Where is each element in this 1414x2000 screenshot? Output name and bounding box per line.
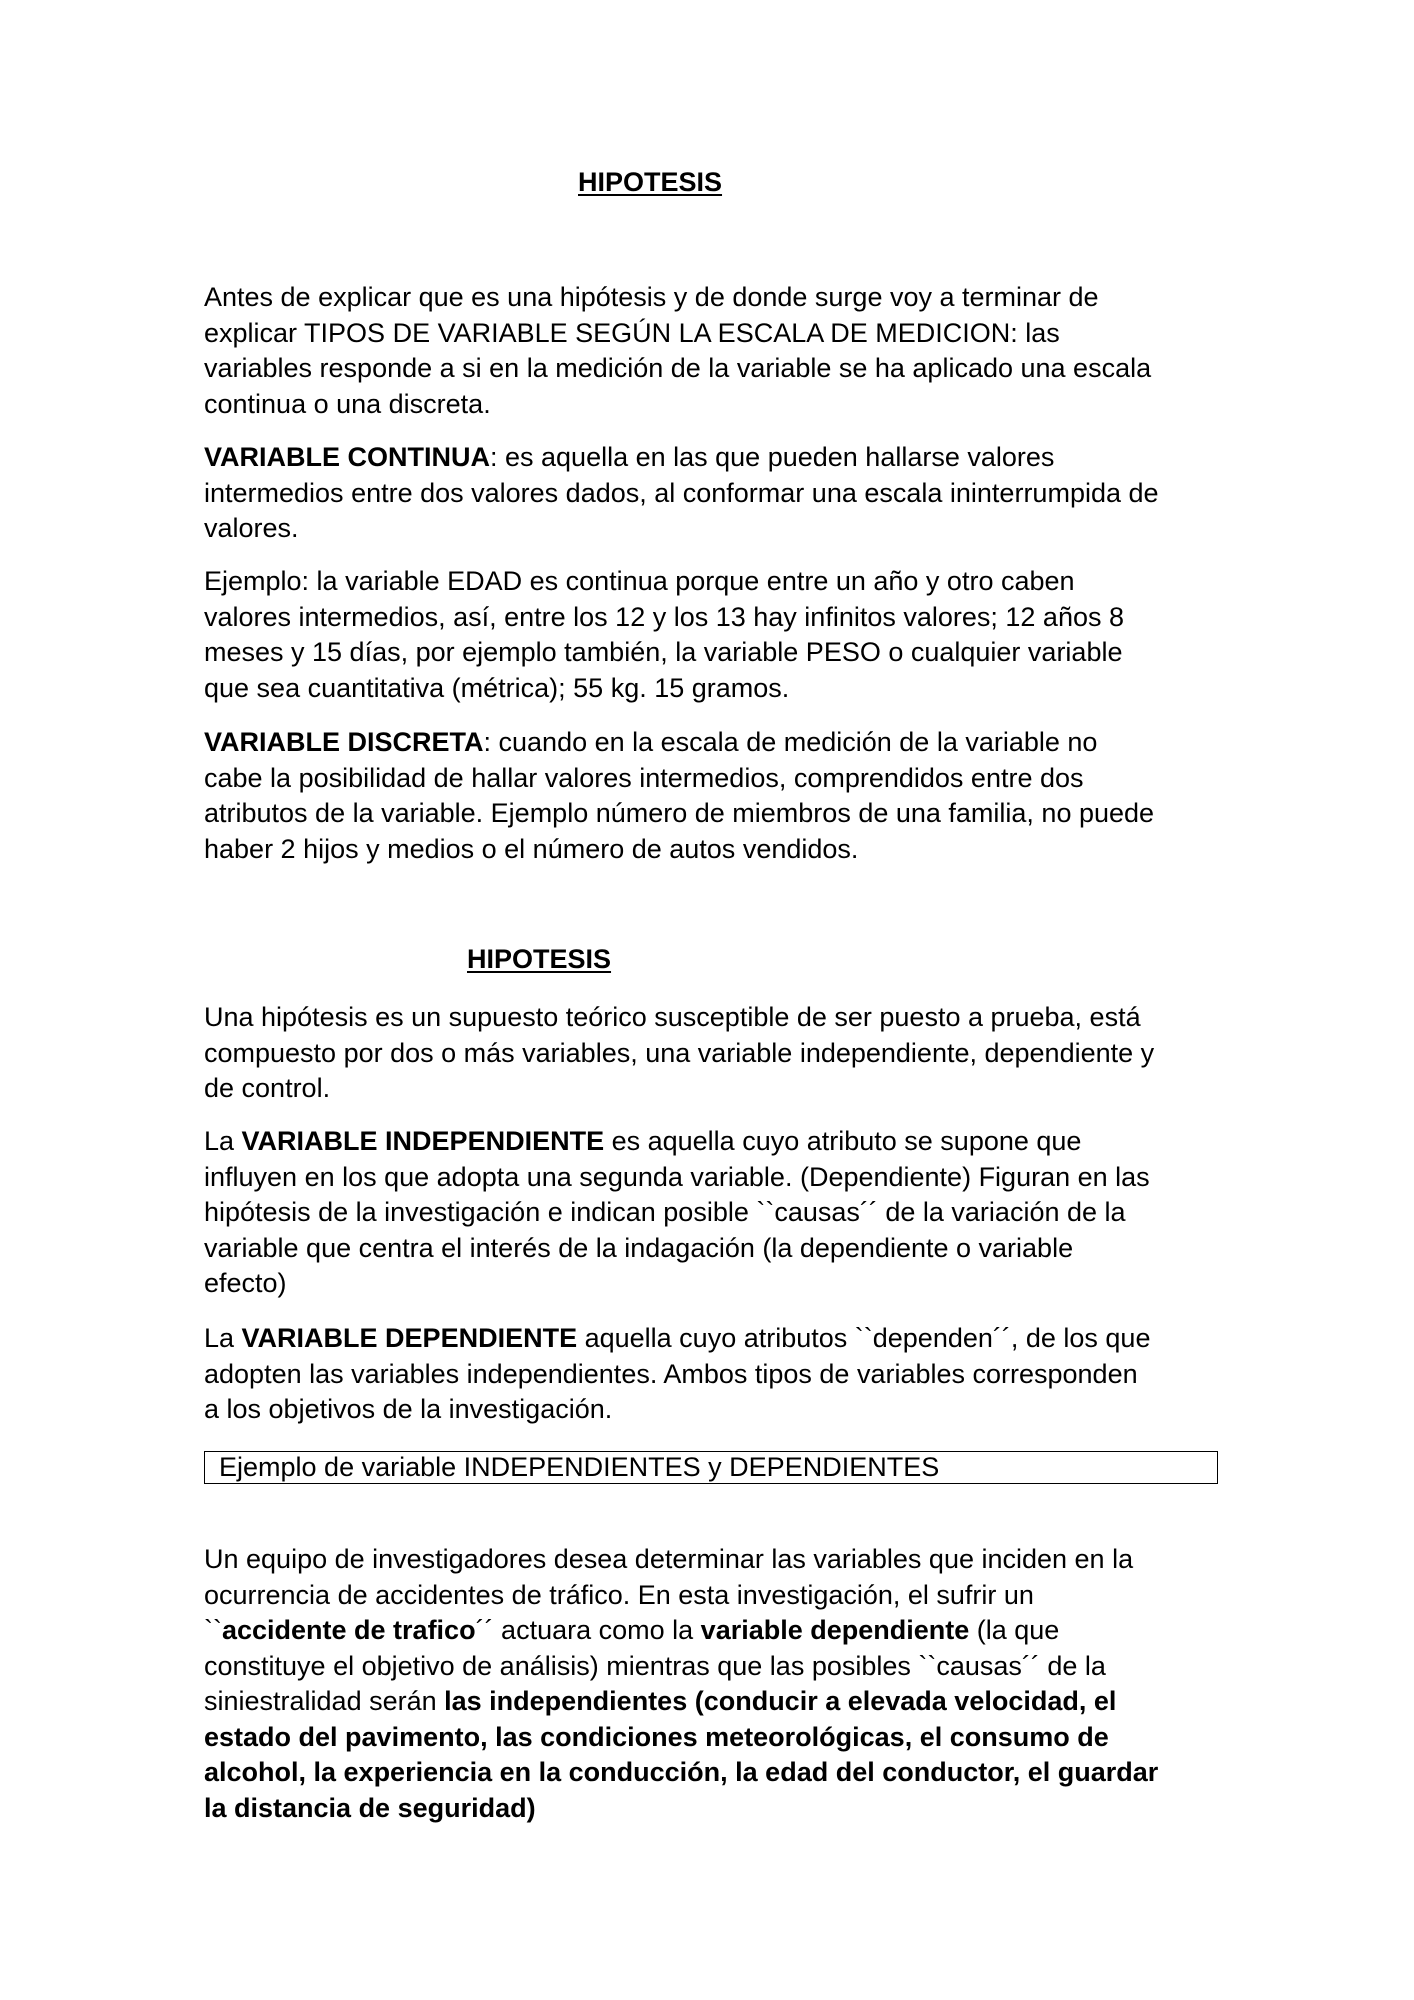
caso-independientes-line-4: la distancia de seguridad) [204,1792,536,1823]
dependiente-paragraph [204,1321,1224,1428]
independiente-term: VARIABLE INDEPENDIENTE [241,1126,605,1156]
caso-line-2: ocurrencia de accidentes de tráfico. En esta investigación, el sufrir un [204,1579,1034,1610]
discreta-term: VARIABLE DISCRETA [204,727,484,757]
caso-line-5-start: siniestralidad serán [204,1686,445,1716]
independiente-prefix: La [204,1126,242,1156]
continua-term: VARIABLE CONTINUA [204,442,490,472]
intro-line-3: variables responde a si en la medición de la variable se ha aplicado una escala [204,353,1152,383]
continua-line-3: valores. [204,513,299,543]
independiente-line-2: influyen en los que adopta una segunda variable. (Dependiente) Figuran en las [204,1161,1150,1192]
caso-line-4: constituye el objetivo de análisis) mientras que las posibles ``causas´´ de la [204,1650,1106,1681]
intro-line-4: continua o una discreta. [204,388,491,419]
definicion-line-2: compuesto por dos o más variables, una variable independiente, dependiente y [204,1037,1155,1068]
caso-paragraph [204,1542,1224,1826]
definicion-line-3: de control. [204,1073,331,1103]
intro-line-1: Antes de explicar que es una hipótesis y de donde surge voy a terminar de [204,282,1099,312]
caso-accidente-term: accidente de trafico [221,1615,476,1645]
ejemplo-edad-paragraph [204,564,1224,706]
caso-variable-dependiente-term: variable dependiente [700,1615,970,1645]
caso-line-1: Un equipo de investigadores desea determinar las variables que inciden en la [204,1544,1134,1574]
caso-independientes-line-3: alcohol, la experiencia en la conducción, la edad del conductor, el guardar [204,1757,1159,1787]
discreta-line-2: cabe la posibilidad de hallar valores intermedios, comprendidos entre dos [204,762,1084,793]
independiente-paragraph [204,1124,1224,1302]
definicion-line-1: Una hipótesis es un supuesto teórico susceptible de ser puesto a prueba, está [204,1002,1141,1032]
continua-line-2: intermedios entre dos valores dados, al conformar una escala ininterrumpida de [204,477,1159,508]
intro-paragraph [204,280,1224,422]
dependiente-line-1: aquella cuyo atributos ``dependen´´, de los que [577,1323,1151,1353]
dependiente-term: VARIABLE DEPENDIENTE [241,1323,578,1353]
intro-line-2: explicar TIPOS DE VARIABLE SEGÚN LA ESCALA DE MEDICION: las [204,317,1060,348]
independiente-line-5: efecto) [204,1268,287,1298]
definicion-paragraph [204,1000,1224,1107]
caso-line-3-open: `` [204,1615,222,1645]
page-title: HIPOTESIS [578,167,723,197]
ejemplo-box: Ejemplo de variable INDEPENDIENTES y DEPENDIENTES [204,1451,1218,1484]
section-title: HIPOTESIS [467,944,612,974]
discreta-line-4: haber 2 hijos y medios o el número de autos vendidos. [204,833,859,864]
independiente-line-4: variable que centra el interés de la indagación (la dependiente o variable [204,1232,1074,1263]
caso-line-3-mid: ´´ actuara como la [475,1615,701,1645]
ejemplo-edad-line-3: meses y 15 días, por ejemplo también, la variable PESO o cualquier variable [204,637,1123,667]
ejemplo-edad-line-1: Ejemplo: la variable EDAD es continua porque entre un año y otro caben [204,566,1075,596]
dependiente-line-3: a los objetivos de la investigación. [204,1394,613,1424]
independiente-line-1: es aquella cuyo atributo se supone que [604,1126,1082,1156]
discreta-line-3: atributos de la variable. Ejemplo número de miembros de una familia, no puede [204,798,1155,828]
continua-paragraph [204,440,1224,547]
continua-line-1: : es aquella en las que pueden hallarse valores [490,442,1055,472]
discreta-paragraph [204,725,1224,867]
caso-independientes-line-2: estado del pavimento, las condiciones meteorológicas, el consumo de [204,1721,1109,1752]
discreta-line-1: : cuando en la escala de medición de la variable no [483,727,1098,757]
dependiente-prefix: La [204,1323,242,1353]
ejemplo-edad-line-4: que sea cuantitativa (métrica); 55 kg. 15 gramos. [204,672,790,703]
caso-independientes-line-1: las independientes (conducir a elevada velocidad, el [444,1686,1117,1716]
dependiente-line-2: adopten las variables independientes. Ambos tipos de variables corresponden [204,1358,1138,1389]
caso-line-3-end: (la que [969,1615,1060,1645]
independiente-line-3: hipótesis de la investigación e indican posible ``causas´´ de la variación de la [204,1197,1126,1227]
ejemplo-edad-line-2: valores intermedios, así, entre los 12 y los 13 hay infinitos valores; 12 años 8 [204,601,1124,632]
